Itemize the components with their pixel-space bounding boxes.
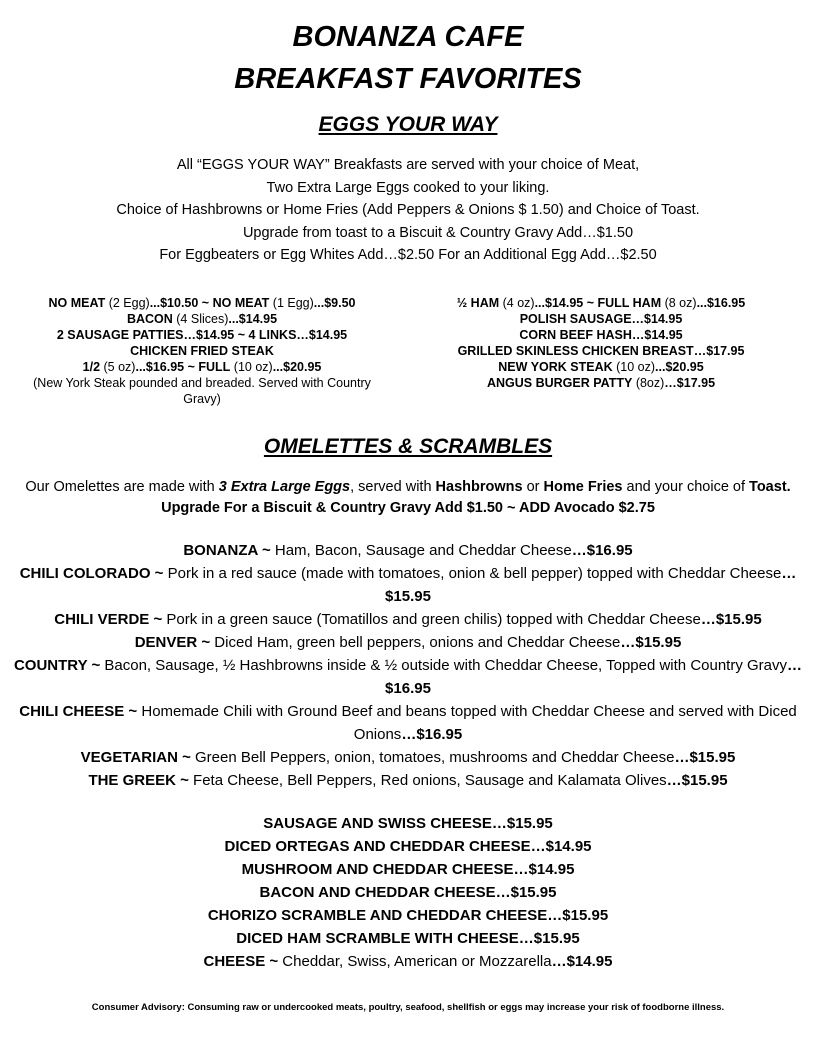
scramble-item: DICED ORTEGAS AND CHEDDAR CHEESE…$14.95 xyxy=(224,837,592,855)
omelette-name: CHILI VERDE ~ xyxy=(54,610,163,628)
item-price: ...$16.95 xyxy=(696,295,746,310)
omelette-price: …$16.95 xyxy=(571,541,633,559)
eggs-intro-line: Choice of Hashbrowns or Home Fries (Add Peppers & Onions $ 1.50) and Choice of Toast. xyxy=(116,202,700,218)
eggs-intro-line: For Eggbeaters or Egg Whites Add…$2.50 For an Additional Egg Add…$2.50 xyxy=(159,247,657,263)
omelette-name: DENVER ~ xyxy=(134,633,211,651)
omelette-item xyxy=(12,769,804,792)
item-price: ...$9.50 xyxy=(313,295,356,310)
item-name: NEW YORK STEAK xyxy=(498,359,613,374)
intro-emphasis: Home Fries xyxy=(543,478,623,495)
item-qty: (8 oz) xyxy=(661,295,697,310)
omelette-desc: Pork in a red sauce (made with tomatoes, onion & bell pepper) topped with Cheddar Cheese xyxy=(163,564,782,582)
eggs-intro xyxy=(0,154,816,267)
item-price: …$17.95 xyxy=(664,375,716,390)
eggs-intro-line: All “EGGS YOUR WAY” Breakfasts are served with your choice of Meat, xyxy=(176,157,640,173)
sausage-row: 2 SAUSAGE PATTIES…$14.95 ~ 4 LINKS…$14.95 xyxy=(56,327,348,342)
omelette-price: …$15.95 xyxy=(385,564,797,605)
scramble-item: BACON AND CHEDDAR CHEESE…$15.95 xyxy=(259,883,557,901)
item-qty: (10 oz) xyxy=(230,359,273,374)
item-name: NO MEAT xyxy=(212,295,270,310)
item-name: 1/2 xyxy=(82,359,101,374)
item-qty: (2 Egg) xyxy=(105,295,150,310)
intro-text: Our Omelettes are made with xyxy=(25,478,219,495)
scramble-item: DICED HAM SCRAMBLE WITH CHEESE…$15.95 xyxy=(236,929,580,947)
cfs-note: (New York Steak pounded and breaded. Served with Country Gravy) xyxy=(33,375,371,406)
omelette-name: COUNTRY ~ xyxy=(13,656,101,674)
no-meat-row xyxy=(2,295,402,311)
omelette-item xyxy=(12,539,804,562)
eggs-intro-line: Two Extra Large Eggs cooked to your liking. xyxy=(266,179,550,196)
item-price: ...$20.95 xyxy=(655,359,704,374)
corned-beef-row: CORN BEEF HASH…$14.95 xyxy=(519,327,683,342)
item-price: ...$14.95 ~ FULL HAM xyxy=(534,295,662,310)
omelette-price: …$15.95 xyxy=(674,748,736,766)
omelette-list xyxy=(0,539,816,792)
chicken-breast-row: GRILLED SKINLESS CHICKEN BREAST…$17.95 xyxy=(457,343,745,358)
scramble-item: SAUSAGE AND SWISS CHEESE…$15.95 xyxy=(263,814,553,832)
intro-emphasis: Toast. Upgrade For a Biscuit & Country Gravy Add $1.50 ~ ADD Avocado $2.75 xyxy=(161,478,791,516)
omelette-price: …$16.95 xyxy=(401,725,463,743)
restaurant-name: BONANZA CAFE xyxy=(292,21,524,53)
cheese-omelette-item xyxy=(0,950,816,973)
omelette-desc: Feta Cheese, Bell Peppers, Red onions, Sausage and Kalamata Olives xyxy=(188,771,667,789)
consumer-advisory: Consumer Advisory: Consuming raw or undercooked meats, poultry, seafood, shellfish or eggs may increase your risk of foodborne illness. xyxy=(91,1002,725,1013)
scramble-item: MUSHROOM AND CHEDDAR CHEESE…$14.95 xyxy=(241,860,575,878)
omelette-name: VEGETARIAN ~ xyxy=(80,748,191,766)
bacon-row xyxy=(2,311,402,327)
omelette-item xyxy=(12,654,804,700)
meat-column-left xyxy=(2,295,402,407)
item-qty: (10 oz) xyxy=(612,359,656,374)
item-qty: (4 Slices) xyxy=(172,311,229,326)
omelette-price: …$14.95 xyxy=(551,952,613,970)
item-price: ...$16.95 ~ FULL xyxy=(135,359,231,374)
omelette-desc: Pork in a green sauce (Tomatillos and green chilis) topped with Cheddar Cheese xyxy=(162,610,701,628)
intro-text: , served with xyxy=(350,478,436,495)
intro-text: and your choice of xyxy=(622,478,750,495)
omelette-desc: Bacon, Sausage, ½ Hashbrowns inside & ½ outside with Cheddar Cheese, Topped with Country Gravy xyxy=(100,656,788,674)
item-qty: (5 oz) xyxy=(100,359,136,374)
omelette-desc: Ham, Bacon, Sausage and Cheddar Cheese xyxy=(270,541,572,559)
omelette-item xyxy=(12,562,804,608)
omelette-name: THE GREEK ~ xyxy=(88,771,189,789)
omelette-desc: Cheddar, Swiss, American or Mozzarella xyxy=(278,952,552,970)
omelette-price: …$15.95 xyxy=(620,633,682,651)
omelette-desc: Diced Ham, green bell peppers, onions and Cheddar Cheese xyxy=(210,633,621,651)
omelette-name: CHILI COLORADO ~ xyxy=(19,564,164,582)
omelette-price: …$16.95 xyxy=(385,656,803,697)
cfs-size-row xyxy=(2,359,402,375)
omelette-item xyxy=(12,608,804,631)
item-qty: (8oz) xyxy=(632,375,665,390)
angus-row xyxy=(406,375,796,391)
polish-sausage-row: POLISH SAUSAGE…$14.95 xyxy=(519,311,683,326)
omelettes-intro xyxy=(0,477,816,519)
item-qty: (1 Egg) xyxy=(269,295,314,310)
omelette-item xyxy=(12,700,804,746)
item-name: BACON xyxy=(126,311,173,326)
item-name: ½ HAM xyxy=(456,295,500,310)
omelette-price: …$15.95 xyxy=(700,610,762,628)
scramble-item: CHORIZO SCRAMBLE AND CHEDDAR CHEESE…$15.95 xyxy=(207,906,609,924)
ham-row xyxy=(406,295,796,311)
item-price: ...$10.50 ~ xyxy=(149,295,213,310)
ny-steak-row xyxy=(406,359,796,375)
omelette-name: CHEESE ~ xyxy=(203,952,279,970)
intro-emphasis: Hashbrowns xyxy=(435,478,523,495)
meat-choices xyxy=(0,295,816,407)
meat-column-right xyxy=(406,295,796,407)
eggs-intro-line: Upgrade from toast to a Biscuit & Country Gravy Add…$1.50 xyxy=(242,224,634,241)
omelette-name: CHILI CHEESE ~ xyxy=(19,702,138,720)
intro-emphasis: 3 Extra Large Eggs xyxy=(218,478,351,495)
eggs-your-way-heading: EGGS YOUR WAY xyxy=(318,113,498,136)
omelette-item xyxy=(12,746,804,769)
scramble-list xyxy=(0,812,816,973)
chicken-fried-steak-row: CHICKEN FRIED STEAK xyxy=(130,343,274,358)
omelette-price: …$15.95 xyxy=(666,771,728,789)
item-price: ...$14.95 xyxy=(228,311,278,326)
menu-title: BREAKFAST FAVORITES xyxy=(234,63,582,95)
intro-text: or xyxy=(522,478,544,495)
omelette-item xyxy=(12,631,804,654)
omelette-desc: Green Bell Peppers, onion, tomatoes, mushrooms and Cheddar Cheese xyxy=(190,748,675,766)
item-name: ANGUS BURGER PATTY xyxy=(486,375,633,390)
item-qty: (4 oz) xyxy=(499,295,535,310)
omelettes-heading: OMELETTES & SCRAMBLES xyxy=(263,434,553,458)
item-name: NO MEAT xyxy=(48,295,106,310)
item-price: ...$20.95 xyxy=(272,359,322,374)
omelette-name: BONANZA ~ xyxy=(183,541,271,559)
omelette-desc: Homemade Chili with Ground Beef and beans topped with Cheddar Cheese and served with Diced Onions xyxy=(137,702,797,743)
